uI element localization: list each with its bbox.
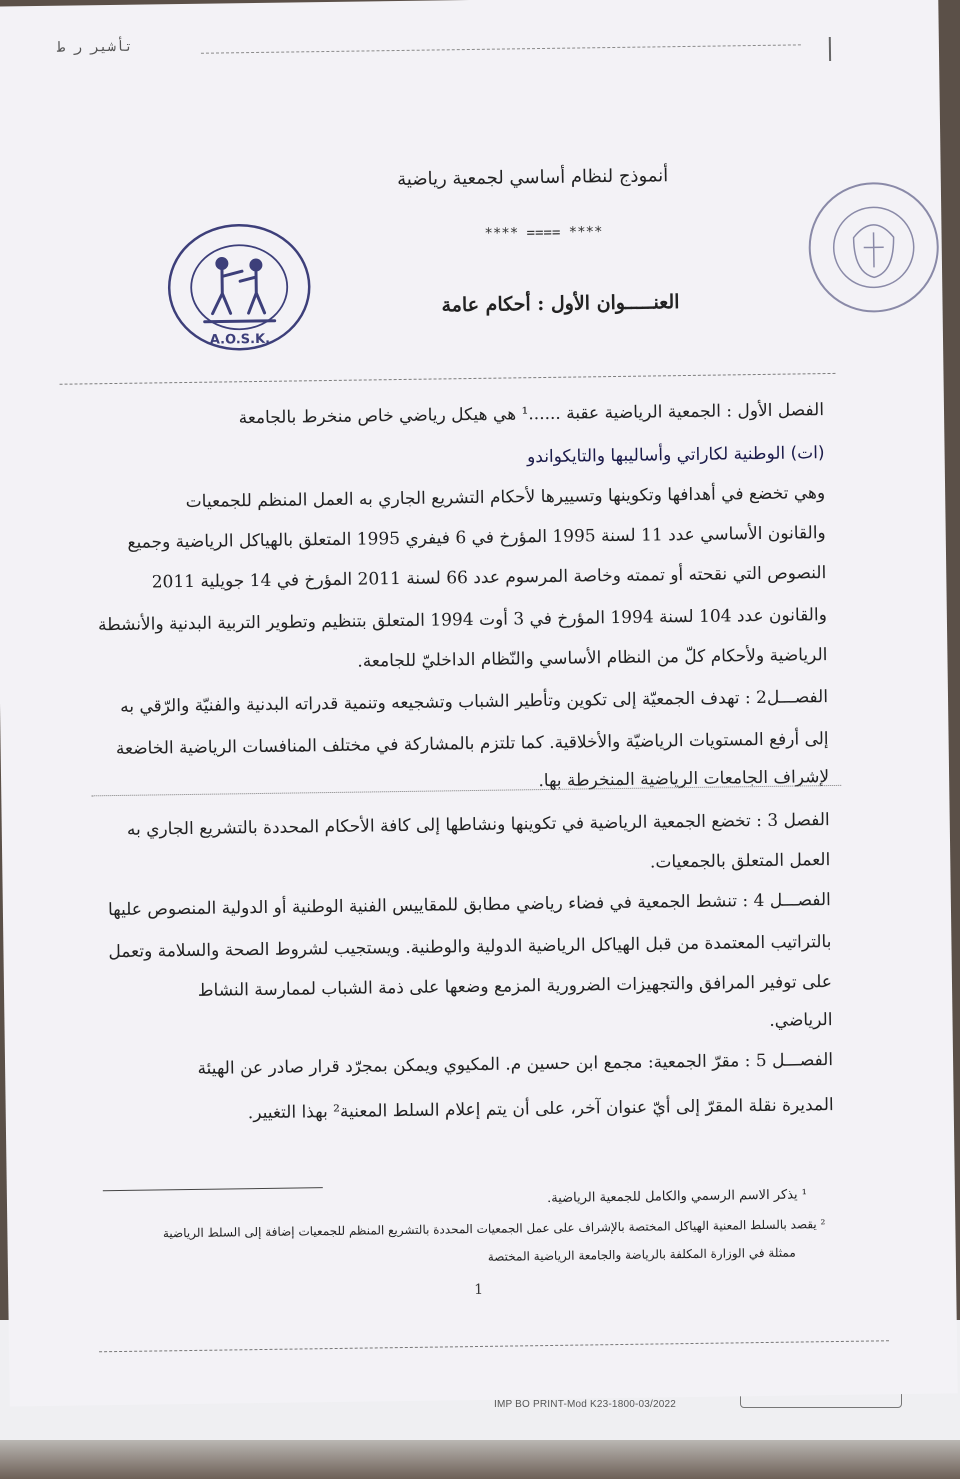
page-number: 1 — [474, 1281, 484, 1299]
chapter-2-line-3: لإشراف الجامعات الرياضية المنخرطة بها. — [538, 767, 830, 792]
ministry-stamp — [803, 176, 945, 318]
footnote-1: ¹ يذكر الاسم الرسمي والكامل للجمعية الرياضية. — [546, 1187, 808, 1207]
chapter-1-line-5: النصوص التي نقحته أو تممته وخاصة المرسوم عدد 66 لسنة 2011 المؤرخ في 14 جويلية 2011 — [151, 563, 827, 593]
club-stamp — [163, 220, 315, 354]
section-title: العنـــــوان الأول : أحكام عامة — [441, 291, 680, 317]
title-separator: **** ==== **** — [484, 224, 603, 242]
chapter-5-line-1: الفصـــل 5 : مقرّ الجمعية: مجمع ابن حسين م. المكيوي ويمكن بمجرّد قرار صادر عن الهيئة — [197, 1050, 834, 1079]
chapter-3-line-1: الفصل 3 : تخضع الجمعية الرياضية في تكوينها ونشاطها إلى كافة الأحكام المحددة بالتشريع الجاري به — [126, 810, 830, 840]
chapter-1-line-2: (ات) الوطنية لكاراتي وأساليبها والتايكواندو — [526, 443, 825, 468]
chapter-3-line-2: العمل المتعلق بالجمعيات. — [649, 850, 831, 873]
footnote-rule — [103, 1187, 323, 1191]
footnote-2-cont: ممثلة في الوزارة المكلفة بالرياضة والجامعة الرياضية المختصة — [487, 1245, 796, 1264]
chapter-5-line-2: المديرة نقلة المقرّ إلى أيّ عنوان آخر، على أن يتم إعلام السلط المعنية² بهذا التغيير. — [247, 1095, 834, 1124]
chapter-2-line-1: الفصـــل2 : تهدف الجمعيّة إلى تكوين وتأطير الشباب وتشجيعه وتنمية قدراته البدنية والفنيّة والرّقي به — [120, 687, 829, 717]
chapter-1-line-3: وهي تخضع في أهدافها وتكوينها وتسييرها لأحكام التشريع الجاري به العمل المنظم للجمعيات — [185, 483, 826, 513]
chapter-4-line-4: الرياضي. — [769, 1010, 833, 1031]
chapter-1-line-6: والقانون عدد 104 لسنة 1994 المؤرخ في 3 أوت 1994 المتعلق بتنظيم وتطوير التربية البدنية والأنشطة — [97, 605, 827, 636]
table-shadow — [0, 1440, 960, 1479]
chapter-2-line-2: إلى أرفع المستويات الرياضيّة والأخلاقية. كما تلتزم بالمشاركة في مختلف المنافسات الرياضية الخاضعة — [115, 729, 829, 760]
chapter-1-line-1: الفصل الأول : الجمعية الرياضية عقبة ......¹ هي هيكل رياضي خاص منخرط بالجامعة — [238, 400, 825, 429]
bottom-dashed-line — [99, 1340, 889, 1352]
document-title: أنموذج لنظام أساسي لجمعية رياضية — [397, 165, 669, 191]
chapter-1-line-7: الرياضية ولأحكام كلّ من النظام الأساسي والنّظام الداخليّ للجامعة. — [357, 645, 828, 672]
separator-dots — [91, 785, 841, 796]
corner-mark — [829, 37, 831, 61]
separator-line — [60, 373, 836, 385]
club-stamp-code: A.O.S.K. — [209, 331, 271, 348]
chapter-4-line-2: بالتراتيب المعتمدة من قبل الهياكل الرياضية الدولية والوطنية. ويستجيب لشروط الصحة والسلامة وتعمل — [108, 932, 832, 963]
chapter-1-line-4: والقانون الأساسي عدد 11 لسنة 1995 المؤرخ في 6 فيفري 1995 المتعلق بالهياكل الرياضية وجميع — [127, 523, 826, 553]
top-dashed-line — [201, 44, 801, 53]
printer-code: IMP BO PRINT-Mod K23-1800-03/2022 — [494, 1399, 677, 1410]
header-code: ﺗﺄﺷﻴﺮ ﺭ ﻁ — [56, 38, 133, 56]
chapter-4-line-1: الفصـــل 4 : تنشط الجمعية في فضاء رياضي مطابق للمقاييس الفنية الوطنية أو الدولية المنصوص عليها — [107, 890, 831, 921]
chapter-4-line-3: على توفير المرافق والتجهيزات الضرورية المزمع وضعها على ذمة الشباب لممارسة النشاط — [197, 972, 833, 1001]
footnote-2: ² يقصد بالسلط المعنية الهياكل المختصة بالإشراف على عمل الجمعيات المحددة بالتشريع المنظم للجمعيات إضافة إلى السلط الرياضية — [162, 1217, 826, 1241]
